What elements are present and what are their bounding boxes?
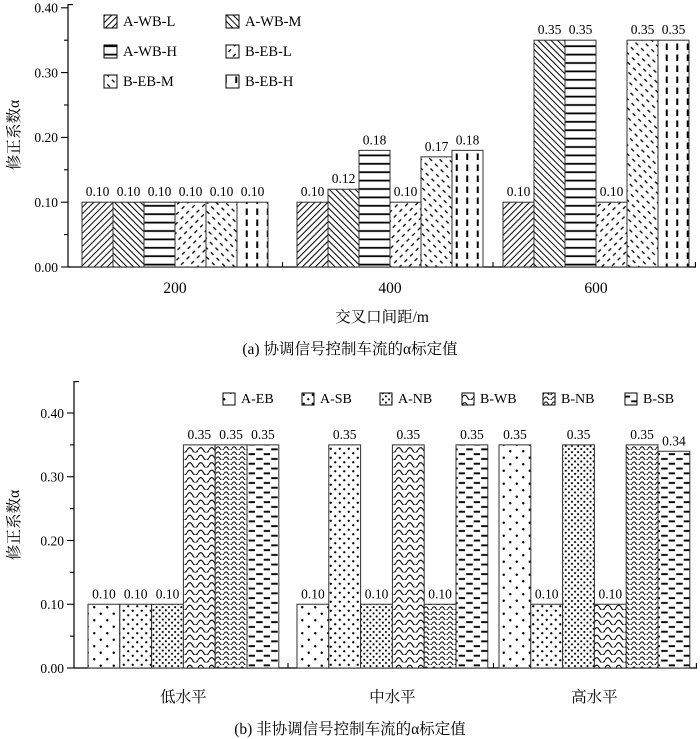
bar-value-label: 0.35 (396, 426, 421, 442)
legend-label: B-EB-M (123, 74, 174, 90)
bar-value-label: 0.35 (187, 426, 212, 442)
legend-label: A-NB (398, 392, 433, 407)
legend-swatch (104, 15, 117, 28)
legend-label: B-SB (643, 392, 675, 407)
bar-value-label: 0.35 (630, 426, 654, 442)
bar (658, 40, 689, 267)
bar (424, 604, 456, 668)
legend-item-b-nb (543, 392, 594, 407)
bar (297, 202, 328, 267)
legend-swatch (462, 393, 474, 405)
legend-swatch (226, 15, 239, 28)
bar-value-label: 0.10 (155, 586, 180, 602)
x-category-label: 400 (378, 280, 402, 297)
bar-value-label: 0.35 (219, 426, 243, 442)
bar (183, 445, 215, 668)
bar (503, 202, 534, 267)
chart-b-caption: (b) 非协调信号控制车流的α标定值 (234, 721, 466, 738)
legend-swatch (380, 393, 392, 405)
y-tick-label: 0.00 (40, 660, 64, 676)
chart-a-yaxis-title: 修正系数α (6, 99, 23, 171)
legend-item-b-sb (625, 392, 674, 407)
bar (627, 40, 658, 267)
legend-label: B-EB-L (245, 44, 292, 60)
bar-value-label: 0.35 (566, 426, 591, 442)
legend-label: B-EB-H (245, 74, 294, 90)
bar (452, 150, 483, 267)
legend-item-a-nb (380, 392, 432, 407)
bar (329, 445, 361, 668)
legend-swatch (543, 393, 555, 405)
legend-b (223, 392, 674, 407)
bar-value-label: 0.10 (85, 184, 110, 200)
x-category-label: 600 (584, 280, 608, 297)
bar-value-label: 0.35 (537, 22, 562, 38)
bar-value-label: 0.10 (116, 184, 141, 200)
bar-value-label: 0.10 (92, 586, 116, 602)
bar-value-label: 0.35 (661, 22, 686, 38)
bar (456, 445, 488, 668)
legend-item-a-sb (302, 392, 352, 407)
bar-value-label: 0.10 (300, 184, 325, 200)
legend-item-a-eb (223, 392, 274, 407)
bar (175, 202, 206, 267)
y-tick-label: 0.30 (34, 65, 58, 81)
bar (82, 202, 113, 267)
y-tick-label: 0.40 (34, 0, 58, 16)
legend-label: A-WB-M (245, 14, 302, 30)
legend-item-b-wb (462, 392, 517, 407)
bar (534, 40, 565, 267)
bar-value-label: 0.10 (428, 586, 452, 602)
bar-value-label: 0.18 (455, 132, 480, 148)
bar (120, 604, 152, 668)
bar (596, 202, 627, 267)
bar (206, 202, 237, 267)
bar-value-label: 0.35 (332, 426, 357, 442)
legend-label: A-WB-L (123, 14, 176, 30)
legend-swatch (104, 75, 117, 88)
bar-value-label: 0.10 (240, 184, 265, 200)
x-category-label: 低水平 (160, 689, 207, 706)
bar-value-label: 0.17 (424, 138, 449, 154)
bar (359, 150, 390, 267)
legend-item-a-wb-l (104, 14, 175, 30)
legend-a (104, 14, 301, 90)
bar (297, 604, 329, 668)
chart-a-canvas (0, 0, 700, 302)
bar (113, 202, 144, 267)
y-tick-label: 0.10 (40, 597, 64, 613)
bar (563, 445, 595, 668)
bar-value-label: 0.34 (662, 433, 686, 449)
bar-value-label: 0.35 (251, 426, 275, 442)
bar-value-label: 0.10 (598, 586, 623, 602)
legend-label: A-SB (320, 392, 352, 407)
legend-item-a-wb-h (104, 44, 177, 60)
bar (499, 445, 531, 668)
bar (237, 202, 268, 267)
y-tick-label: 0.30 (40, 469, 64, 485)
bar (626, 445, 658, 668)
bar (390, 202, 421, 267)
legend-label: A-EB (241, 392, 274, 407)
legend-label: B-NB (561, 392, 595, 407)
bar (144, 202, 175, 267)
bar (88, 604, 120, 668)
legend-label: A-WB-H (123, 44, 177, 60)
legend-item-b-eb-l (226, 44, 292, 60)
legend-swatch (302, 393, 314, 405)
legend-swatch (226, 75, 239, 88)
legend-swatch (625, 393, 637, 405)
bar (328, 189, 359, 267)
y-tick-label: 0.10 (34, 195, 58, 210)
bar (421, 157, 452, 267)
bar (565, 40, 596, 267)
bar (594, 604, 626, 668)
y-tick-label: 0.00 (34, 259, 58, 275)
y-tick-label: 0.20 (40, 533, 64, 549)
bar (215, 445, 247, 668)
bar-value-label: 0.35 (503, 426, 527, 442)
y-tick-label: 0.20 (34, 130, 58, 146)
plot-area-b (40, 381, 697, 706)
bar (361, 604, 393, 668)
bar-value-label: 0.10 (209, 184, 234, 200)
chart-b-yaxis-title: 修正系数α (6, 489, 23, 561)
bar-value-label: 0.10 (123, 586, 148, 602)
y-tick-label: 0.40 (40, 405, 64, 421)
x-category-label: 高水平 (571, 689, 618, 706)
legend-swatch (226, 45, 239, 58)
bar-value-label: 0.35 (460, 426, 484, 442)
bar-value-label: 0.10 (393, 184, 418, 200)
bar (152, 604, 184, 668)
bar (531, 604, 563, 668)
x-category-label: 中水平 (369, 689, 416, 706)
bar-value-label: 0.10 (178, 184, 203, 200)
legend-item-a-wb-m (226, 14, 301, 30)
bar-value-label: 0.10 (364, 586, 389, 602)
legend-item-b-eb-m (104, 74, 174, 90)
bar (247, 445, 279, 668)
bar-value-label: 0.10 (534, 586, 559, 602)
bar (392, 445, 424, 668)
bar-value-label: 0.10 (599, 184, 624, 200)
bar-value-label: 0.35 (630, 22, 655, 38)
chart-a-xaxis-title: 交叉口间距/m (335, 309, 429, 326)
x-category-label: 200 (163, 280, 187, 297)
chart-b-canvas (0, 370, 700, 712)
legend-label: B-WB (480, 392, 517, 407)
bar-value-label: 0.10 (506, 184, 531, 200)
legend-swatch (104, 45, 117, 58)
bar-value-label: 0.10 (147, 184, 172, 200)
chart-a-caption: (a) 协调信号控制车流的α标定值 (242, 341, 458, 358)
bar-value-label: 0.35 (568, 22, 593, 38)
bar (658, 451, 690, 668)
legend-item-b-eb-h (226, 74, 294, 90)
bar-value-label: 0.18 (362, 132, 387, 148)
bar-value-label: 0.12 (331, 171, 356, 187)
bar-value-label: 0.10 (301, 586, 325, 602)
legend-swatch (223, 393, 235, 405)
